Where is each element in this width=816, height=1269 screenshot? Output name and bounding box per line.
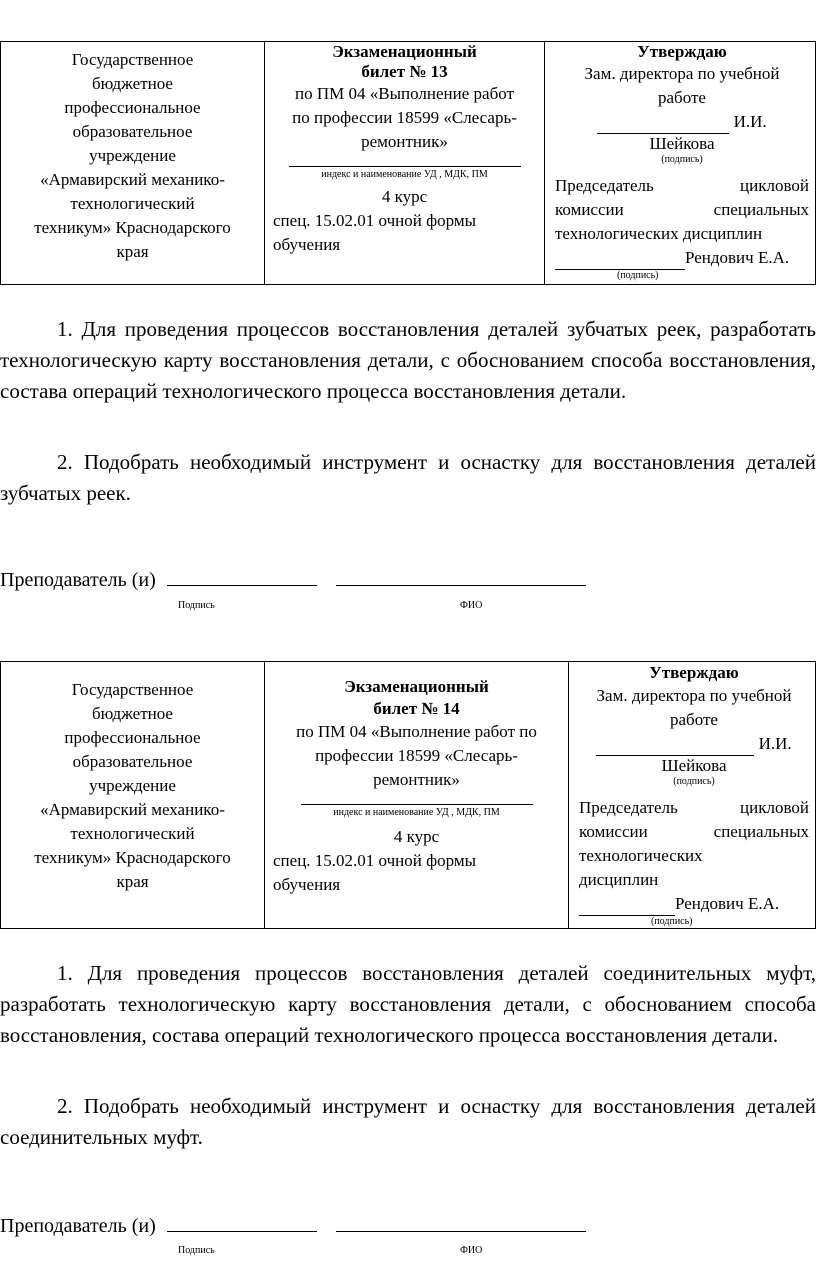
module-line: ремонтник» xyxy=(361,132,448,151)
deputy-name: Шейкова xyxy=(661,756,727,775)
teacher-label: Преподаватель (и) xyxy=(0,1215,156,1237)
chair-word: специальных xyxy=(713,200,809,219)
institution-line: края xyxy=(116,242,149,261)
ticket-number: билет № 14 xyxy=(373,699,460,718)
institution-cell xyxy=(1,662,265,928)
ticket-title: Экзаменационный xyxy=(332,42,477,61)
institution-line: образовательное xyxy=(72,122,193,141)
institution-line: образовательное xyxy=(72,752,193,771)
module-line: профессии 18599 «Слесарь- xyxy=(315,746,518,765)
institution-line: края xyxy=(116,872,149,891)
teacher-sign-caption: Подпись xyxy=(178,1245,215,1256)
deputy-signature-caption: (подпись) xyxy=(673,776,715,787)
ticket-number: билет № 13 xyxy=(361,62,448,81)
institution-line: профессиональное xyxy=(64,98,201,117)
deputy-name-initials: И.И. xyxy=(733,112,767,131)
chair-signature-line xyxy=(555,251,685,270)
chair-word: комиссии xyxy=(579,822,648,841)
chair-name: Рендович Е.А. xyxy=(685,248,790,267)
chair-word: Председатель xyxy=(579,798,678,817)
institution-line: Государственное xyxy=(71,50,194,69)
course: 4 курс xyxy=(393,827,440,846)
teacher-fio-caption: ФИО xyxy=(460,1245,483,1256)
institution-line: профессиональное xyxy=(64,728,201,747)
teacher-signature-line xyxy=(167,567,317,586)
chair-row: технологических дисциплин xyxy=(555,224,763,243)
chair-signature-caption: (подпись) xyxy=(651,916,693,927)
chair-row: технологических xyxy=(579,846,703,865)
institution-line: технологический xyxy=(70,194,195,213)
deputy-signature-row xyxy=(555,110,809,134)
ticket-title: Экзаменационный xyxy=(344,677,489,696)
module-line: ремонтник» xyxy=(373,770,460,789)
chair-row xyxy=(555,174,809,198)
teacher-fio-line xyxy=(336,1213,586,1232)
course: 4 курс xyxy=(381,187,428,206)
chair-row xyxy=(555,198,809,222)
spec-line: обучения xyxy=(273,235,341,254)
deputy-line: работе xyxy=(658,88,706,107)
ticket-info-cell xyxy=(265,662,569,928)
spec-line: обучения xyxy=(273,875,341,894)
institution-line: «Армавирский механико- xyxy=(40,170,225,189)
teacher-signature-row xyxy=(0,1213,586,1238)
deputy-line: работе xyxy=(670,710,718,729)
index-underline xyxy=(301,792,533,805)
institution-line: учреждение xyxy=(89,776,176,795)
chair-word: цикловой xyxy=(740,176,809,195)
teacher-fio-caption: ФИО xyxy=(460,600,483,611)
chair-word: специальных xyxy=(713,822,809,841)
deputy-line: Зам. директора по учебной xyxy=(584,64,780,83)
deputy-signature-line xyxy=(597,115,729,134)
institution-line: учреждение xyxy=(89,146,176,165)
institution-line: бюджетное xyxy=(92,74,173,93)
teacher-label: Преподаватель (и) xyxy=(0,569,156,591)
teacher-fio-line xyxy=(336,567,586,586)
ticket-header-table-13 xyxy=(0,41,816,285)
institution-line: технологический xyxy=(70,824,195,843)
module-line: по профессии 18599 «Слесарь- xyxy=(292,108,517,127)
teacher-sign-caption: Подпись xyxy=(178,600,215,611)
deputy-name: Шейкова xyxy=(649,134,715,153)
approval-cell xyxy=(569,662,815,928)
approval-cell xyxy=(545,42,815,284)
deputy-name-initials: И.И. xyxy=(758,734,792,753)
task-2: 2. Подобрать необходимый инструмент и оснастку для восстановления деталей соединительных муфт. xyxy=(0,1094,816,1149)
deputy-line: Зам. директора по учебной xyxy=(596,686,792,705)
deputy-signature-line xyxy=(596,737,754,756)
task-1: 1. Для проведения процессов восстановления деталей соединительных муфт, разработать технологическую карту восстановления детали, с обоснованием способа восстановления, состава операций технологического процесса восстановления детали. xyxy=(0,961,816,1047)
task-2: 2. Подобрать необходимый инструмент и оснастку для восстановления деталей зубчатых реек. xyxy=(0,450,816,505)
deputy-signature-caption: (подпись) xyxy=(661,154,703,165)
chair-signature-row xyxy=(555,246,809,270)
ticket-info-cell xyxy=(265,42,545,284)
task-1: 1. Для проведения процессов восстановления деталей зубчатых реек, разработать технологическую карту восстановления детали, с обоснованием способа восстановления, состава операций технологического процесса восстановления детали. xyxy=(0,317,816,403)
institution-line: техникум» Краснодарского xyxy=(34,218,231,237)
spec-line: спец. 15.02.01 очной формы xyxy=(273,211,477,230)
institution-cell xyxy=(1,42,265,284)
institution-line: «Армавирский механико- xyxy=(40,800,225,819)
chair-row: дисциплин xyxy=(579,870,659,889)
institution-line: бюджетное xyxy=(92,704,173,723)
approve-title: Утверждаю xyxy=(649,663,739,682)
index-underline xyxy=(289,154,521,167)
chair-name: Рендович Е.А. xyxy=(675,894,780,913)
chair-word: цикловой xyxy=(740,798,809,817)
index-caption: индекс и наименование УД , МДК, ПМ xyxy=(333,807,500,818)
chair-row xyxy=(579,796,809,820)
chair-row xyxy=(579,820,809,844)
teacher-signature-line xyxy=(167,1213,317,1232)
chair-signature-line xyxy=(579,897,675,916)
deputy-signature-row xyxy=(579,732,809,756)
module-line: по ПМ 04 «Выполнение работ по xyxy=(296,722,537,741)
institution-line: Государственное xyxy=(71,680,194,699)
chair-signature-caption: (подпись) xyxy=(617,270,659,281)
index-caption: индекс и наименование УД , МДК, ПМ xyxy=(321,169,488,180)
module-line: по ПМ 04 «Выполнение работ xyxy=(295,84,514,103)
chair-word: комиссии xyxy=(555,200,624,219)
ticket-header-table-14 xyxy=(0,661,816,929)
chair-word: Председатель xyxy=(555,176,654,195)
teacher-signature-row xyxy=(0,567,586,592)
spec-line: спец. 15.02.01 очной формы xyxy=(273,851,477,870)
approve-title: Утверждаю xyxy=(637,42,727,61)
chair-signature-row xyxy=(579,892,809,916)
institution-line: техникум» Краснодарского xyxy=(34,848,231,867)
